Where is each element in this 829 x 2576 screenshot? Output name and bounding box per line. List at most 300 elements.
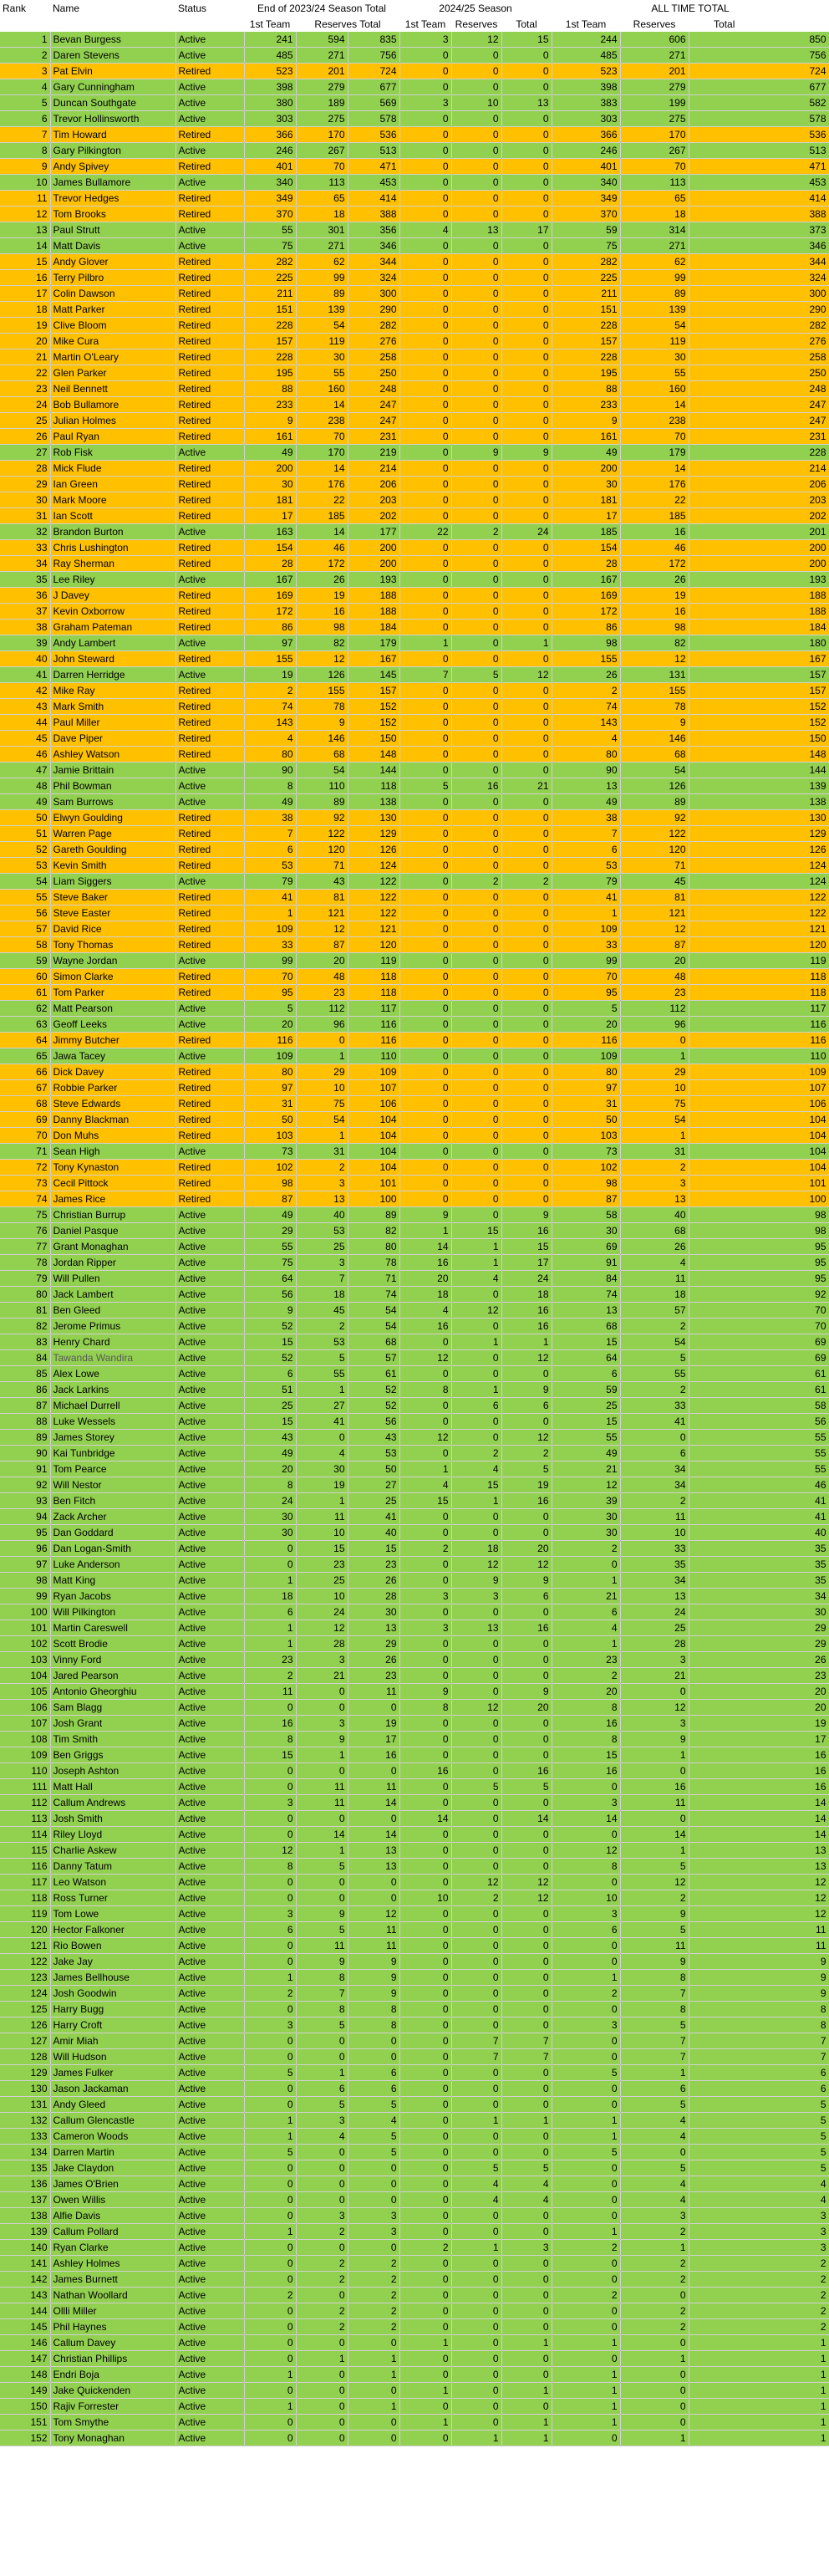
cell-status: Active <box>175 1446 244 1461</box>
cell-reserves-2023: 3 <box>296 1716 348 1732</box>
cell-total-all: 14 <box>689 1811 829 1827</box>
cell-total-2023: 23 <box>348 1668 399 1684</box>
cell-total-2023: 2 <box>348 2319 399 2335</box>
cell-reserves-all: 112 <box>620 1001 689 1017</box>
cell-rank: 58 <box>0 937 50 953</box>
cell-reserves-2024: 0 <box>451 2208 501 2224</box>
cell-total-all: 7 <box>689 2049 829 2065</box>
table-row <box>0 1461 829 1477</box>
cell-reserves-2024: 0 <box>451 1144 501 1160</box>
cell-first-team-2024: 0 <box>399 1112 451 1128</box>
header-first-team-1: 1st Team <box>244 17 296 32</box>
header-total-2: Total <box>501 17 552 32</box>
cell-first-team-2023: 103 <box>244 1128 296 1144</box>
cell-first-team-2024: 0 <box>399 2145 451 2160</box>
cell-first-team-all: 8 <box>552 1700 620 1716</box>
cell-reserves-2023: 3 <box>296 1176 348 1191</box>
cell-reserves-2024: 9 <box>451 445 501 461</box>
cell-first-team-2024: 0 <box>399 794 451 810</box>
cell-total-all: 35 <box>689 1541 829 1557</box>
cell-first-team-all: 23 <box>552 1652 620 1668</box>
cell-rank: 132 <box>0 2113 50 2129</box>
cell-total-2024: 1 <box>501 2415 552 2431</box>
cell-total-all: 6 <box>689 2081 829 2097</box>
cell-first-team-2023: 157 <box>244 334 296 349</box>
cell-total-2023: 0 <box>348 1811 399 1827</box>
cell-reserves-2023: 41 <box>296 1414 348 1430</box>
cell-total-all: 4 <box>689 2176 829 2192</box>
cell-total-all: 3 <box>689 2224 829 2240</box>
cell-first-team-2023: 5 <box>244 2065 296 2081</box>
cell-name: Ray Sherman <box>50 556 175 572</box>
table-row <box>0 763 829 778</box>
cell-status: Active <box>175 2431 244 2446</box>
cell-total-2023: 57 <box>348 1350 399 1366</box>
cell-reserves-all: 30 <box>620 349 689 365</box>
cell-reserves-2023: 0 <box>296 2176 348 2192</box>
cell-total-2023: 569 <box>348 95 399 111</box>
cell-reserves-2023: 1 <box>296 1843 348 1859</box>
cell-rank: 146 <box>0 2335 50 2351</box>
cell-total-2023: 248 <box>348 381 399 397</box>
cell-total-all: 107 <box>689 1080 829 1096</box>
cell-reserves-2023: 189 <box>296 95 348 111</box>
cell-total-2023: 82 <box>348 1223 399 1239</box>
cell-first-team-2024: 0 <box>399 1398 451 1414</box>
cell-first-team-2024: 14 <box>399 1239 451 1255</box>
cell-rank: 37 <box>0 604 50 620</box>
cell-total-all: 95 <box>689 1239 829 1255</box>
cell-rank: 138 <box>0 2208 50 2224</box>
table-row <box>0 794 829 810</box>
cell-reserves-2023: 185 <box>296 508 348 524</box>
cell-reserves-2024: 0 <box>451 159 501 175</box>
cell-reserves-all: 2 <box>620 2319 689 2335</box>
cell-total-2024: 1 <box>501 2113 552 2129</box>
cell-reserves-all: 199 <box>620 95 689 111</box>
cell-status: Active <box>175 1938 244 1954</box>
cell-first-team-2023: 6 <box>244 1366 296 1382</box>
cell-total-2024: 0 <box>501 1366 552 1382</box>
cell-first-team-2023: 167 <box>244 572 296 588</box>
table-row <box>0 2160 829 2176</box>
cell-rank: 9 <box>0 159 50 175</box>
cell-first-team-2023: 12 <box>244 1843 296 1859</box>
cell-first-team-2023: 0 <box>244 1700 296 1716</box>
cell-total-2023: 276 <box>348 334 399 349</box>
cell-status: Active <box>175 667 244 683</box>
cell-rank: 108 <box>0 1732 50 1747</box>
cell-first-team-2024: 0 <box>399 1144 451 1160</box>
cell-total-2024: 17 <box>501 222 552 238</box>
cell-first-team-all: 53 <box>552 858 620 874</box>
table-row <box>0 1255 829 1271</box>
cell-reserves-all: 16 <box>620 604 689 620</box>
cell-reserves-2024: 0 <box>451 254 501 270</box>
cell-total-2024: 0 <box>501 2399 552 2415</box>
cell-total-2024: 0 <box>501 159 552 175</box>
cell-reserves-2024: 0 <box>451 381 501 397</box>
cell-reserves-2024: 0 <box>451 2351 501 2367</box>
cell-first-team-2023: 73 <box>244 1144 296 1160</box>
cell-total-all: 148 <box>689 747 829 763</box>
cell-first-team-2023: 30 <box>244 477 296 492</box>
cell-total-2024: 0 <box>501 1064 552 1080</box>
cell-total-all: 513 <box>689 143 829 159</box>
table-row <box>0 1620 829 1636</box>
cell-reserves-all: 176 <box>620 477 689 492</box>
table-row <box>0 95 829 111</box>
cell-reserves-2024: 0 <box>451 2129 501 2145</box>
cell-reserves-2023: 11 <box>296 1509 348 1525</box>
cell-first-team-2023: 80 <box>244 1064 296 1080</box>
cell-total-2024: 0 <box>501 1604 552 1620</box>
cell-reserves-2023: 14 <box>296 397 348 413</box>
cell-reserves-2024: 0 <box>451 286 501 302</box>
cell-status: Active <box>175 1493 244 1509</box>
cell-first-team-all: 169 <box>552 588 620 604</box>
table-row <box>0 1509 829 1525</box>
cell-name: Darren Martin <box>50 2145 175 2160</box>
cell-total-2024: 0 <box>501 492 552 508</box>
cell-rank: 113 <box>0 1811 50 1827</box>
cell-reserves-all: 267 <box>620 143 689 159</box>
cell-first-team-all: 167 <box>552 572 620 588</box>
cell-name: Rajiv Forrester <box>50 2399 175 2415</box>
cell-total-2023: 6 <box>348 2065 399 2081</box>
cell-name: Duncan Southgate <box>50 95 175 111</box>
cell-reserves-all: 12 <box>620 921 689 937</box>
cell-status: Active <box>175 1287 244 1303</box>
cell-reserves-2024: 0 <box>451 111 501 127</box>
cell-total-2024: 0 <box>501 699 552 715</box>
table-row <box>0 2415 829 2431</box>
cell-total-2024: 0 <box>501 397 552 413</box>
cell-total-2023: 471 <box>348 159 399 175</box>
cell-first-team-all: 6 <box>552 1366 620 1382</box>
table-row <box>0 2033 829 2049</box>
cell-total-2023: 14 <box>348 1795 399 1811</box>
cell-first-team-all: 59 <box>552 222 620 238</box>
cell-first-team-all: 84 <box>552 1271 620 1287</box>
cell-first-team-2023: 228 <box>244 349 296 365</box>
cell-first-team-2023: 340 <box>244 175 296 191</box>
cell-first-team-all: 172 <box>552 604 620 620</box>
cell-total-all: 8 <box>689 2002 829 2017</box>
cell-rank: 110 <box>0 1763 50 1779</box>
table-row <box>0 810 829 826</box>
table-row <box>0 1048 829 1064</box>
cell-first-team-all: 523 <box>552 64 620 79</box>
cell-rank: 122 <box>0 1954 50 1970</box>
cell-name: Danny Blackman <box>50 1112 175 1128</box>
cell-rank: 129 <box>0 2065 50 2081</box>
cell-name: Jamie Brittain <box>50 763 175 778</box>
cell-reserves-all: 606 <box>620 32 689 48</box>
cell-rank: 23 <box>0 381 50 397</box>
cell-reserves-all: 119 <box>620 334 689 349</box>
cell-total-all: 29 <box>689 1636 829 1652</box>
header-name: Name <box>50 0 175 17</box>
cell-total-2024: 9 <box>501 1573 552 1589</box>
cell-first-team-2024: 0 <box>399 1954 451 1970</box>
cell-total-all: 23 <box>689 1668 829 1684</box>
cell-total-2023: 200 <box>348 556 399 572</box>
table-row <box>0 254 829 270</box>
cell-total-all: 157 <box>689 683 829 699</box>
cell-name: Jimmy Butcher <box>50 1033 175 1048</box>
cell-first-team-all: 80 <box>552 1064 620 1080</box>
cell-first-team-2024: 0 <box>399 159 451 175</box>
table-row <box>0 1525 829 1541</box>
cell-name: Andy Gleed <box>50 2097 175 2113</box>
table-row <box>0 1668 829 1684</box>
cell-name: Jason Jackaman <box>50 2081 175 2097</box>
cell-reserves-all: 34 <box>620 1477 689 1493</box>
cell-total-all: 3 <box>689 2208 829 2224</box>
cell-total-2023: 13 <box>348 1843 399 1859</box>
cell-reserves-2024: 15 <box>451 1223 501 1239</box>
cell-total-2024: 12 <box>501 1557 552 1573</box>
cell-total-all: 124 <box>689 874 829 890</box>
table-row <box>0 1319 829 1334</box>
cell-reserves-2023: 25 <box>296 1573 348 1589</box>
cell-first-team-2024: 0 <box>399 318 451 334</box>
table-row <box>0 874 829 890</box>
cell-total-2024: 9 <box>501 1684 552 1700</box>
cell-total-2024: 0 <box>501 2097 552 2113</box>
cell-total-2024: 6 <box>501 1398 552 1414</box>
cell-reserves-2024: 0 <box>451 2383 501 2399</box>
cell-reserves-2024: 0 <box>451 2145 501 2160</box>
cell-first-team-2023: 24 <box>244 1493 296 1509</box>
cell-first-team-all: 103 <box>552 1128 620 1144</box>
cell-status: Active <box>175 1906 244 1922</box>
cell-total-2024: 0 <box>501 747 552 763</box>
table-row <box>0 1652 829 1668</box>
cell-reserves-2023: 2 <box>296 2303 348 2319</box>
cell-reserves-2023: 1 <box>296 1048 348 1064</box>
cell-reserves-all: 271 <box>620 238 689 254</box>
cell-reserves-2023: 19 <box>296 588 348 604</box>
cell-total-all: 130 <box>689 810 829 826</box>
cell-name: Mick Flude <box>50 461 175 477</box>
cell-reserves-all: 238 <box>620 413 689 429</box>
cell-reserves-2024: 0 <box>451 2399 501 2415</box>
cell-first-team-2023: 8 <box>244 778 296 794</box>
cell-first-team-2023: 0 <box>244 2256 296 2272</box>
cell-status: Active <box>175 794 244 810</box>
cell-status: Retired <box>175 270 244 286</box>
cell-rank: 79 <box>0 1271 50 1287</box>
cell-rank: 66 <box>0 1064 50 1080</box>
table-row <box>0 1303 829 1319</box>
cell-reserves-all: 33 <box>620 1541 689 1557</box>
cell-total-all: 1 <box>689 2415 829 2431</box>
cell-first-team-2024: 9 <box>399 1684 451 1700</box>
cell-first-team-all: 98 <box>552 1176 620 1191</box>
cell-status: Retired <box>175 477 244 492</box>
table-row <box>0 1223 829 1239</box>
cell-first-team-all: 0 <box>552 2208 620 2224</box>
cell-total-2023: 117 <box>348 1001 399 1017</box>
cell-first-team-2024: 0 <box>399 2192 451 2208</box>
cell-reserves-2023: 98 <box>296 620 348 635</box>
cell-total-2023: 116 <box>348 1017 399 1033</box>
cell-reserves-2023: 594 <box>296 32 348 48</box>
cell-total-all: 9 <box>689 1986 829 2002</box>
cell-rank: 1 <box>0 32 50 48</box>
cell-reserves-2024: 0 <box>451 1843 501 1859</box>
cell-reserves-all: 2 <box>620 1160 689 1176</box>
cell-rank: 6 <box>0 111 50 127</box>
cell-total-all: 16 <box>689 1763 829 1779</box>
cell-rank: 11 <box>0 191 50 207</box>
cell-rank: 19 <box>0 318 50 334</box>
cell-status: Active <box>175 1509 244 1525</box>
cell-name: Terry Pilbro <box>50 270 175 286</box>
table-row <box>0 48 829 64</box>
cell-first-team-2023: 30 <box>244 1525 296 1541</box>
cell-total-2024: 4 <box>501 2176 552 2192</box>
table-row <box>0 985 829 1001</box>
cell-total-2024: 13 <box>501 95 552 111</box>
cell-reserves-all: 5 <box>620 2097 689 2113</box>
cell-reserves-2024: 16 <box>451 778 501 794</box>
cell-rank: 98 <box>0 1573 50 1589</box>
cell-total-all: 35 <box>689 1557 829 1573</box>
cell-first-team-2023: 2 <box>244 2288 296 2303</box>
cell-total-all: 95 <box>689 1255 829 1271</box>
cell-first-team-2024: 0 <box>399 1176 451 1191</box>
cell-first-team-all: 21 <box>552 1589 620 1604</box>
cell-name: Tom Pearce <box>50 1461 175 1477</box>
cell-name: Jordan Ripper <box>50 1255 175 1271</box>
cell-first-team-2024: 0 <box>399 143 451 159</box>
table-row <box>0 1573 829 1589</box>
cell-total-2023: 9 <box>348 1986 399 2002</box>
cell-first-team-2023: 1 <box>244 1970 296 1986</box>
cell-first-team-all: 30 <box>552 1509 620 1525</box>
cell-name: Tony Thomas <box>50 937 175 953</box>
cell-rank: 100 <box>0 1604 50 1620</box>
cell-reserves-2024: 0 <box>451 1366 501 1382</box>
cell-status: Retired <box>175 842 244 858</box>
cell-reserves-2024: 0 <box>451 48 501 64</box>
cell-first-team-2023: 1 <box>244 2113 296 2129</box>
cell-name: Luke Anderson <box>50 1557 175 1573</box>
table-row <box>0 1493 829 1509</box>
cell-reserves-2023: 99 <box>296 270 348 286</box>
table-row <box>0 2017 829 2033</box>
cell-status: Retired <box>175 1064 244 1080</box>
cell-total-all: 2 <box>689 2256 829 2272</box>
cell-status: Active <box>175 1843 244 1859</box>
cell-reserves-2023: 89 <box>296 286 348 302</box>
cell-reserves-2023: 120 <box>296 842 348 858</box>
cell-reserves-2024: 0 <box>451 2335 501 2351</box>
cell-first-team-2024: 3 <box>399 95 451 111</box>
cell-total-2023: 247 <box>348 413 399 429</box>
cell-name: Andy Lambert <box>50 635 175 651</box>
cell-rank: 106 <box>0 1700 50 1716</box>
cell-name: Matt Pearson <box>50 1001 175 1017</box>
table-row <box>0 461 829 477</box>
cell-first-team-all: 68 <box>552 1319 620 1334</box>
cell-reserves-2024: 0 <box>451 2017 501 2033</box>
table-row <box>0 1954 829 1970</box>
cell-rank: 126 <box>0 2017 50 2033</box>
cell-first-team-all: 50 <box>552 1112 620 1128</box>
cell-total-all: 5 <box>689 2113 829 2129</box>
cell-reserves-2024: 2 <box>451 1890 501 1906</box>
cell-reserves-2024: 0 <box>451 64 501 79</box>
cell-first-team-2024: 16 <box>399 1255 451 1271</box>
cell-rank: 40 <box>0 651 50 667</box>
cell-rank: 136 <box>0 2176 50 2192</box>
cell-first-team-all: 340 <box>552 175 620 191</box>
cell-rank: 123 <box>0 1970 50 1986</box>
cell-name: Paul Ryan <box>50 429 175 445</box>
cell-reserves-2023: 5 <box>296 1350 348 1366</box>
cell-first-team-all: 109 <box>552 1048 620 1064</box>
cell-reserves-all: 62 <box>620 254 689 270</box>
cell-total-all: 16 <box>689 1747 829 1763</box>
cell-rank: 73 <box>0 1176 50 1191</box>
cell-reserves-2024: 1 <box>451 1493 501 1509</box>
cell-first-team-2023: 19 <box>244 667 296 683</box>
header-first-team-3: 1st Team <box>552 17 620 32</box>
cell-total-2024: 16 <box>501 1493 552 1509</box>
cell-reserves-2023: 0 <box>296 2288 348 2303</box>
cell-reserves-all: 131 <box>620 667 689 683</box>
cell-reserves-2024: 7 <box>451 2033 501 2049</box>
cell-first-team-2023: 380 <box>244 95 296 111</box>
cell-first-team-2024: 0 <box>399 1017 451 1033</box>
cell-total-all: 1 <box>689 2431 829 2446</box>
cell-total-2023: 104 <box>348 1128 399 1144</box>
cell-status: Active <box>175 2399 244 2415</box>
cell-reserves-2023: 2 <box>296 2224 348 2240</box>
cell-reserves-2024: 7 <box>451 2049 501 2065</box>
cell-name: James Fulker <box>50 2065 175 2081</box>
cell-total-all: 1 <box>689 2383 829 2399</box>
cell-first-team-2023: 109 <box>244 1048 296 1064</box>
cell-status: Active <box>175 1414 244 1430</box>
cell-rank: 143 <box>0 2288 50 2303</box>
cell-name: Matt Parker <box>50 302 175 318</box>
cell-total-2024: 2 <box>501 1446 552 1461</box>
cell-reserves-2023: 0 <box>296 1033 348 1048</box>
cell-total-2023: 118 <box>348 778 399 794</box>
cell-rank: 36 <box>0 588 50 604</box>
cell-first-team-all: 74 <box>552 699 620 715</box>
cell-first-team-2024: 0 <box>399 2256 451 2272</box>
cell-first-team-2023: 0 <box>244 1811 296 1827</box>
cell-total-all: 250 <box>689 365 829 381</box>
cell-total-2024: 0 <box>501 270 552 286</box>
cell-first-team-all: 1 <box>552 2129 620 2145</box>
cell-name: Harry Croft <box>50 2017 175 2033</box>
cell-rank: 74 <box>0 1191 50 1207</box>
cell-rank: 120 <box>0 1922 50 1938</box>
table-row <box>0 1334 829 1350</box>
table-row <box>0 207 829 222</box>
cell-reserves-2024: 0 <box>451 588 501 604</box>
cell-first-team-2024: 7 <box>399 667 451 683</box>
cell-total-2024: 6 <box>501 1589 552 1604</box>
cell-first-team-2023: 401 <box>244 159 296 175</box>
